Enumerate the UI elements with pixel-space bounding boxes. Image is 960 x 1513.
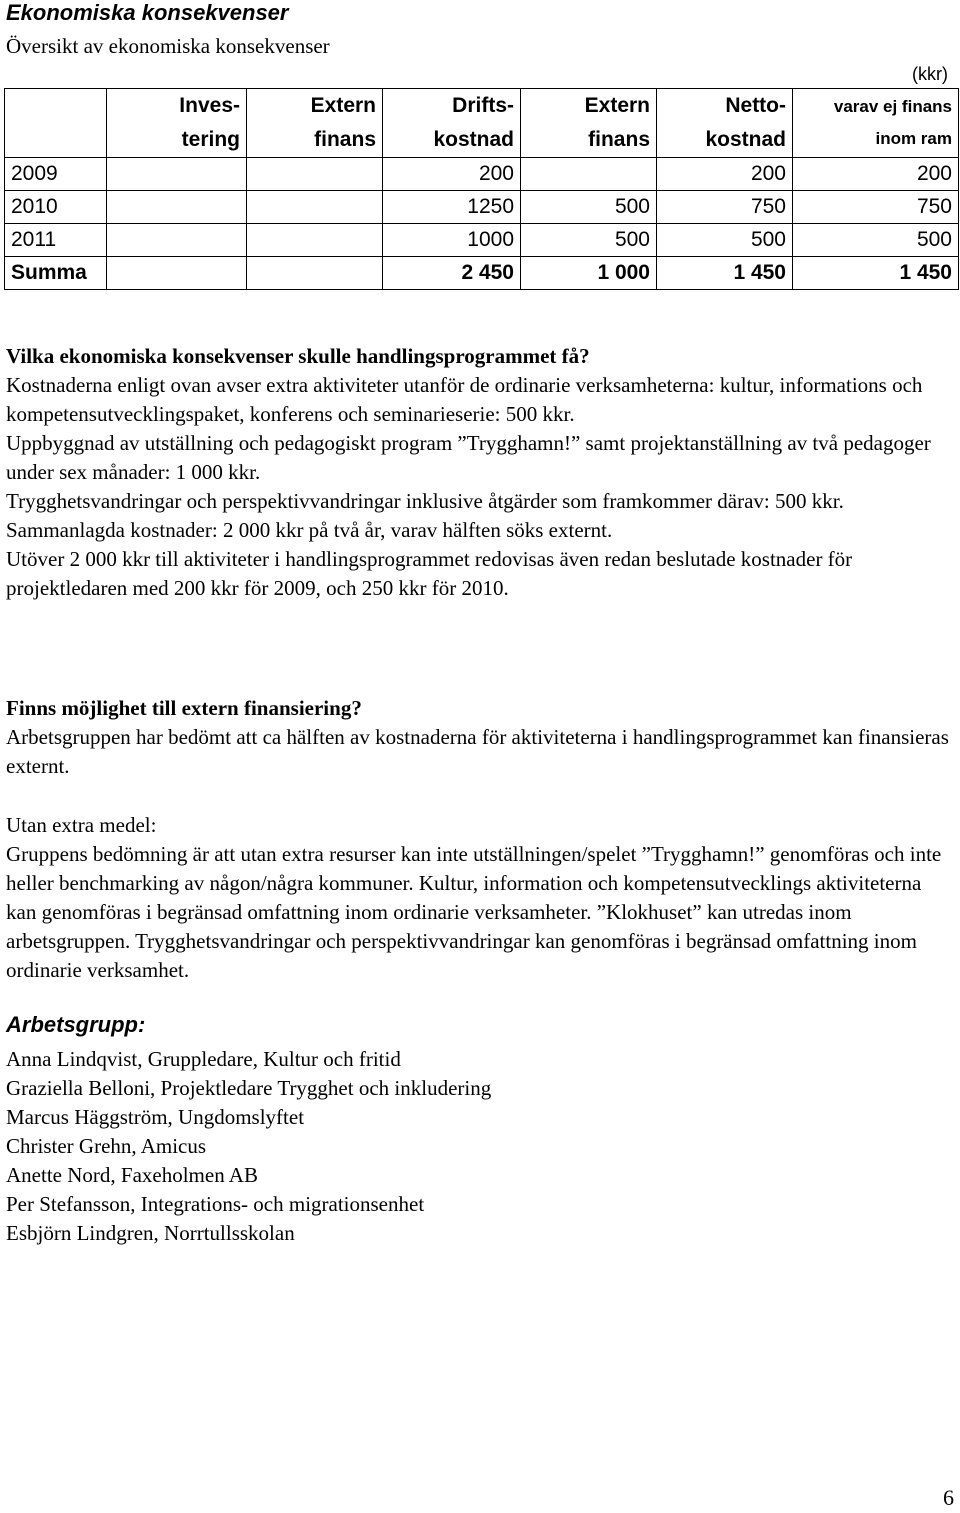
table-cell: 500 bbox=[521, 191, 657, 224]
table-cell: 750 bbox=[657, 191, 793, 224]
table-cell: 1000 bbox=[383, 224, 521, 257]
table-row bbox=[5, 191, 959, 224]
paragraph: Arbetsgruppen har bedömt att ca hälften av kostnaderna för aktiviteterna i handlingsprogrammet kan finansieras externt. bbox=[6, 725, 949, 778]
table-cell bbox=[247, 224, 383, 257]
section-consequences bbox=[6, 342, 956, 603]
column-header: Extern finans bbox=[521, 89, 657, 158]
column-header: Extern finans bbox=[247, 89, 383, 158]
table-cell: 500 bbox=[521, 224, 657, 257]
section-consequences-title: Vilka ekonomiska konsekvenser skulle handlingsprogrammet få? bbox=[6, 344, 590, 368]
section-without-funds-title: Utan extra medel: bbox=[6, 813, 157, 837]
table-cell: 200 bbox=[657, 158, 793, 191]
column-header: varav ej finans inom ram bbox=[793, 89, 959, 158]
table-cell bbox=[247, 191, 383, 224]
member-item: Esbjörn Lindgren, Norrtullsskolan bbox=[6, 1221, 295, 1245]
column-header: Drifts- kostnad bbox=[383, 89, 521, 158]
table-cell bbox=[107, 224, 247, 257]
section-without-funds bbox=[6, 811, 956, 985]
table-cell: 500 bbox=[657, 224, 793, 257]
table-row bbox=[5, 224, 959, 257]
table-cell bbox=[107, 257, 247, 290]
table-cell: 200 bbox=[383, 158, 521, 191]
paragraph: Utöver 2 000 kkr till aktiviteter i handlingsprogrammet redovisas även redan beslutade kostnader för projektledaren med 200 kkr för 2009, och 250 kkr för 2010. bbox=[6, 547, 853, 600]
member-list bbox=[6, 1045, 956, 1248]
cost-table-body bbox=[5, 158, 959, 290]
member-item: Christer Grehn, Amicus bbox=[6, 1134, 207, 1158]
table-cell: 1 450 bbox=[657, 257, 793, 290]
column-header: Inves- tering bbox=[107, 89, 247, 158]
table-row bbox=[5, 158, 959, 191]
page-heading: Ekonomiska konsekvenser bbox=[6, 0, 289, 25]
row-label: 2010 bbox=[5, 191, 107, 224]
cost-table bbox=[4, 88, 959, 290]
paragraph: Uppbyggnad av utställning och pedagogiskt program ”Trygghamn!” samt projektanställning av två pedagoger under sex månader: 1 000 kkr. bbox=[6, 431, 931, 484]
section-working-group-title: Arbetsgrupp: bbox=[6, 1012, 146, 1037]
unit-note: (kkr) bbox=[912, 64, 948, 84]
member-item: Anette Nord, Faxeholmen AB bbox=[6, 1163, 258, 1187]
row-label: Summa bbox=[5, 257, 107, 290]
column-header bbox=[5, 89, 107, 158]
section-working-group bbox=[6, 1010, 956, 1248]
table-cell: 500 bbox=[793, 224, 959, 257]
table-cell: 1 000 bbox=[521, 257, 657, 290]
table-cell: 200 bbox=[793, 158, 959, 191]
table-cell bbox=[107, 158, 247, 191]
row-label: 2009 bbox=[5, 158, 107, 191]
paragraph: Kostnaderna enligt ovan avser extra aktiviteter utanför de ordinarie verksamheterna: kultur, informations och kompetensutvecklingspaket, konferens och seminarieserie: 500 kkr. bbox=[6, 373, 923, 426]
table-cell: 1250 bbox=[383, 191, 521, 224]
table-cell: 2 450 bbox=[383, 257, 521, 290]
member-item: Marcus Häggström, Ungdomslyftet bbox=[6, 1105, 305, 1129]
table-cell: 750 bbox=[793, 191, 959, 224]
paragraph: Sammanlagda kostnader: 2 000 kkr på två år, varav hälften söks externt. bbox=[6, 518, 613, 542]
table-cell: 1 450 bbox=[793, 257, 959, 290]
member-item: Per Stefansson, Integrations- och migrationsenhet bbox=[6, 1192, 425, 1216]
table-cell bbox=[107, 191, 247, 224]
paragraph: Gruppens bedömning är att utan extra resurser kan inte utställningen/spelet ”Trygghamn!” genomföras och inte heller benchmarking av någon/några kommuner. Kultur, information och kompetensutvecklings aktiviteterna kan genomföras i begränsad omfattning inom ordinarie verksamheter. ”Klokhuset” kan utredas inom arbetsgruppen. Trygghetsvandringar och perspektivvandringar kan genomföras i begränsad omfattning inom ordinarie verksamhet. bbox=[6, 842, 942, 982]
page-number: 6 bbox=[943, 1485, 954, 1510]
sub-heading: Översikt av ekonomiska konsekvenser bbox=[6, 34, 330, 58]
table-cell bbox=[247, 158, 383, 191]
section-external-funding-title: Finns möjlighet till extern finansiering? bbox=[6, 696, 362, 720]
member-item: Anna Lindqvist, Gruppledare, Kultur och fritid bbox=[6, 1047, 401, 1071]
table-cell bbox=[521, 158, 657, 191]
cost-table-header bbox=[5, 89, 959, 158]
member-item: Graziella Belloni, Projektledare Trygghet och inkludering bbox=[6, 1076, 492, 1100]
table-cell bbox=[247, 257, 383, 290]
row-label: 2011 bbox=[5, 224, 107, 257]
paragraph: Trygghetsvandringar och perspektivvandringar inklusive åtgärder som framkommer därav: 500 kkr. bbox=[6, 489, 844, 513]
column-header: Netto- kostnad bbox=[657, 89, 793, 158]
table-row bbox=[5, 257, 959, 290]
section-external-funding bbox=[6, 694, 956, 781]
